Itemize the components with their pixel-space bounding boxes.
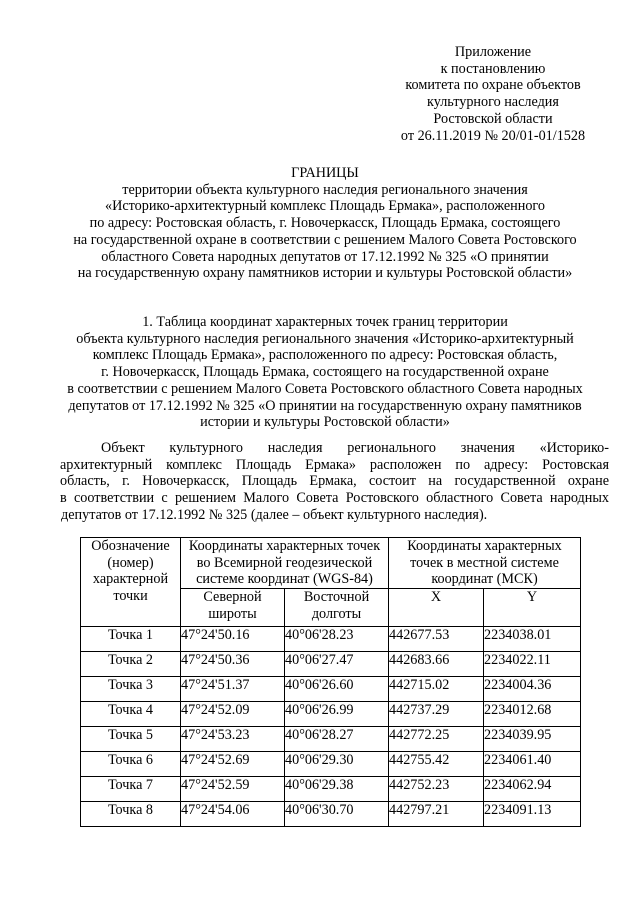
x-value: 442752.23 bbox=[389, 777, 484, 802]
point-name: Точка 4 bbox=[81, 702, 181, 727]
latitude-value: 47°24'53.23 bbox=[181, 727, 285, 752]
section-line: в соответствии с решением Малого Совета Ростовского областного Совета народных bbox=[67, 380, 583, 397]
table-row bbox=[81, 652, 581, 677]
title-line: «Историко-архитектурный комплекс Площадь Ермака», расположенного bbox=[104, 198, 545, 215]
point-name: Точка 2 bbox=[81, 652, 181, 677]
table-row bbox=[81, 752, 581, 777]
latitude-value: 47°24'54.06 bbox=[181, 802, 285, 827]
appendix-line: культурного наследия bbox=[427, 94, 559, 111]
latitude-value: 47°24'52.69 bbox=[181, 752, 285, 777]
title-line: по адресу: Ростовская область, г. Новочеркасск, Площадь Ермака, состоящего bbox=[89, 215, 561, 232]
table-row bbox=[81, 677, 581, 702]
table-row bbox=[81, 727, 581, 752]
appendix-line: Приложение bbox=[454, 44, 532, 60]
table-row bbox=[81, 777, 581, 802]
longitude-value: 40°06'26.60 bbox=[285, 677, 389, 702]
table-row bbox=[81, 627, 581, 652]
latitude-value: 47°24'52.09 bbox=[181, 702, 285, 727]
intro-line: в соответствии с решением Малого Совета Ростовского областного Совета народных bbox=[60, 490, 609, 507]
latitude-value: 47°24'51.37 bbox=[181, 677, 285, 702]
appendix-line: Ростовской области bbox=[433, 110, 553, 127]
x-value: 442772.25 bbox=[389, 727, 484, 752]
section-line: депутатов от 17.12.1992 № 325 «О принятии на государственную охрану памятников bbox=[68, 397, 582, 414]
longitude-value: 40°06'28.23 bbox=[285, 627, 389, 652]
latitude-value: 47°24'50.36 bbox=[181, 652, 285, 677]
title-line: на государственную охрану памятников истории и культуры Ростовской области» bbox=[77, 265, 573, 282]
y-value: 2234062.94 bbox=[484, 777, 581, 802]
longitude-value: 40°06'30.70 bbox=[285, 802, 389, 827]
y-value: 2234038.01 bbox=[484, 627, 581, 652]
point-name: Точка 5 bbox=[81, 727, 181, 752]
table-row bbox=[81, 802, 581, 827]
table-row bbox=[81, 702, 581, 727]
x-value: 442737.29 bbox=[389, 702, 484, 727]
section-line: г. Новочеркасск, Площадь Ермака, состоящего на государственной охране bbox=[101, 364, 549, 381]
column-header-longitude: Восточной долготы bbox=[285, 589, 389, 627]
appendix-block bbox=[360, 44, 626, 144]
intro-paragraph bbox=[61, 440, 609, 524]
appendix-line: комитета по охране объектов bbox=[405, 77, 581, 94]
coordinates-table bbox=[80, 537, 581, 827]
y-value: 2234022.11 bbox=[484, 652, 581, 677]
x-value: 442683.66 bbox=[389, 652, 484, 677]
column-header-x: X bbox=[389, 589, 484, 627]
x-value: 442755.42 bbox=[389, 752, 484, 777]
appendix-line: к постановлению bbox=[440, 60, 546, 77]
section-line: истории и культуры Ростовской области» bbox=[200, 414, 450, 431]
section-line: 1. Таблица координат характерных точек границ территории bbox=[142, 314, 508, 330]
intro-line: депутатов от 17.12.1992 № 325 (далее – объект культурного наследия). bbox=[61, 506, 488, 523]
title-line: областного Совета народных депутатов от 17.12.1992 № 325 «О принятии bbox=[101, 248, 549, 265]
section-heading bbox=[40, 314, 610, 431]
longitude-value: 40°06'29.30 bbox=[285, 752, 389, 777]
point-name: Точка 3 bbox=[81, 677, 181, 702]
column-header-y: Y bbox=[484, 589, 581, 627]
latitude-value: 47°24'52.59 bbox=[181, 777, 285, 802]
column-header-point: Обозначение (номер) характерной точки bbox=[81, 538, 181, 627]
x-value: 442797.21 bbox=[389, 802, 484, 827]
title-line: территории объекта культурного наследия регионального значения bbox=[122, 181, 528, 198]
longitude-value: 40°06'27.47 bbox=[285, 652, 389, 677]
point-name: Точка 6 bbox=[81, 752, 181, 777]
y-value: 2234061.40 bbox=[484, 752, 581, 777]
y-value: 2234012.68 bbox=[484, 702, 581, 727]
longitude-value: 40°06'29.38 bbox=[285, 777, 389, 802]
longitude-value: 40°06'28.27 bbox=[285, 727, 389, 752]
x-value: 442677.53 bbox=[389, 627, 484, 652]
longitude-value: 40°06'26.99 bbox=[285, 702, 389, 727]
title-heading: ГРАНИЦЫ bbox=[291, 165, 359, 181]
section-line: объекта культурного наследия регионального значения «Историко-архитектурный bbox=[76, 330, 574, 347]
x-value: 442715.02 bbox=[389, 677, 484, 702]
document-title bbox=[40, 165, 610, 282]
column-header-wgs84: Координаты характерных точек во Всемирной геодезической системе координат (WGS-84) bbox=[181, 538, 389, 589]
y-value: 2234039.95 bbox=[484, 727, 581, 752]
latitude-value: 47°24'50.16 bbox=[181, 627, 285, 652]
column-header-latitude: Северной широты bbox=[181, 589, 285, 627]
point-name: Точка 8 bbox=[81, 802, 181, 827]
appendix-date: от 26.11.2019 № 20/01-01/1528 bbox=[400, 127, 586, 144]
intro-line: область, г. Новочеркасск, Площадь Ермака, состоит на государственной охране bbox=[60, 473, 609, 490]
point-name: Точка 7 bbox=[81, 777, 181, 802]
column-header-msk: Координаты характерных точек в местной системе координат (МСК) bbox=[389, 538, 581, 589]
section-line: комплекс Площадь Ермака», расположенного по адресу: Ростовская область, bbox=[92, 347, 558, 364]
title-line: на государственной охране в соответствии с решением Малого Совета Ростовского bbox=[73, 231, 577, 248]
y-value: 2234091.13 bbox=[484, 802, 581, 827]
intro-line: Объект культурного наследия регионального значения «Историко- bbox=[101, 440, 609, 456]
y-value: 2234004.36 bbox=[484, 677, 581, 702]
intro-line: архитектурный комплекс Площадь Ермака» расположен по адресу: Ростовская bbox=[60, 456, 609, 473]
point-name: Точка 1 bbox=[81, 627, 181, 652]
